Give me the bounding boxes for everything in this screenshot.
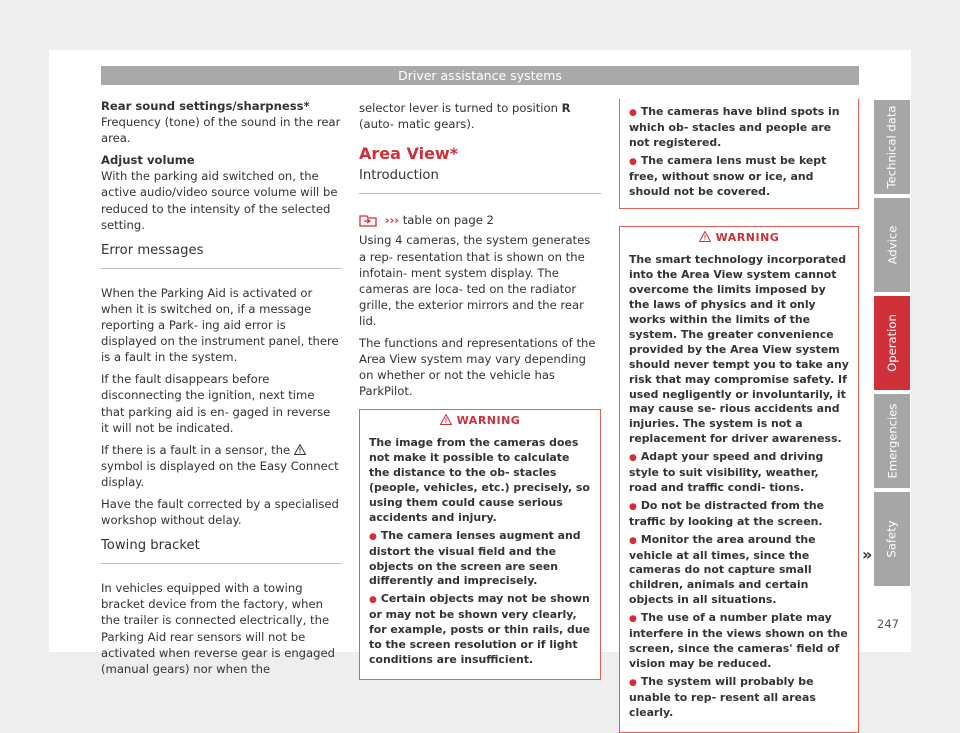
warning-continued-box	[619, 99, 859, 209]
warning-bullet: ● The use of a number plate may interfere in the views shown on the screen, since the cameras' field of vision may be reduced.	[629, 611, 849, 672]
error-p3-end: symbol is displayed on the Easy Connect display.	[101, 458, 339, 489]
warning-label: WARNING	[715, 231, 780, 245]
page-number: 247	[877, 617, 899, 631]
error-messages-heading: Error messages	[101, 243, 341, 269]
warning-bullet: ● Certain objects may not be shown or may not be shown very clearly, for example, posts or thin rails, due to the screen resolution or if light conditions are insufficient.	[369, 592, 591, 668]
book-reference-icon	[359, 214, 377, 227]
warning-bullet: ● Adapt your speed and driving style to suit visibility, weather, road and traffic condi- tions.	[629, 450, 849, 496]
table-reference[interactable]	[359, 212, 601, 228]
towing-text: In vehicles equipped with a towing bracket device from the factory, when the trailer is connected electrically, the Parking Aid rear sensors will not be activated when reverse gear is engaged (manual gears) nor when the	[101, 581, 335, 676]
error-p3-start: If there is a fault in a sensor, the	[101, 442, 291, 457]
warning-bullet: ● The camera lenses augment and distort the visual field and the objects on the screen are seen differently and imprecisely.	[369, 529, 591, 590]
warning-header	[360, 410, 600, 433]
continued-text-b: (auto- matic gears).	[359, 117, 475, 132]
warning-bullet: ● The cameras have blind spots in which ob- stacles and people are not registered.	[629, 105, 849, 151]
warning-triangle-icon	[699, 231, 711, 242]
adjust-volume-title: Adjust volume	[101, 153, 195, 168]
warning-triangle-icon	[294, 444, 306, 455]
area-view-title: Area View*	[359, 144, 459, 164]
tab-operation[interactable]	[874, 296, 910, 390]
tab-label: Emergencies	[885, 403, 899, 479]
continued-text	[359, 100, 601, 132]
towing-heading: Towing bracket	[101, 538, 341, 564]
warning-header	[620, 227, 858, 250]
column-2	[359, 100, 601, 680]
tab-label: Operation	[885, 314, 900, 372]
introduction-heading: Introduction	[359, 168, 601, 194]
tab-safety[interactable]	[874, 492, 910, 586]
reference-arrows: ›››	[384, 213, 400, 228]
continue-arrows: »	[862, 545, 873, 564]
rear-sound-text: Frequency (tone) of the sound in the rear area.	[101, 115, 341, 146]
tab-label: Technical data	[885, 105, 900, 189]
warning-body	[620, 250, 858, 731]
error-paragraph-1: When the Parking Aid is activated or when it is switched on, if a message reporting a Park- ing aid error is displayed on the instrument panel, there is a fault in the system.	[101, 285, 339, 365]
error-paragraph-3	[101, 442, 341, 490]
warning-bullet: ● The system will probably be unable to rep- resent all areas clearly.	[629, 675, 849, 721]
intro-paragraph-2: The functions and representations of the Area View system may vary depending on whether or not the vehicle has ParkPilot.	[359, 336, 596, 399]
position-r: R	[561, 101, 571, 115]
tab-advice[interactable]	[874, 198, 910, 292]
warning-box-1	[359, 409, 601, 680]
adjust-volume-text: With the parking aid switched on, the active audio/video source volume will be reduced to the intensity of the selected setting.	[101, 169, 338, 232]
tab-label: Advice	[885, 225, 899, 265]
column-3	[619, 99, 859, 733]
warning-bullet: ● Monitor the area around the vehicle at all times, since the cameras do not capture small children, animals and certain objects in all situations.	[629, 533, 849, 609]
warning-bullet: ● Do not be distracted from the traffic by looking at the screen.	[629, 499, 849, 530]
error-paragraph-4: Have the fault corrected by a specialised workshop without delay.	[101, 496, 339, 528]
warning-text: The image from the cameras does not make it possible to calculate the distance to the ob- stacles (people, vehicles, etc.) precisely, so using them could cause serious accidents and injury.	[369, 436, 590, 524]
warning-box-2	[619, 226, 859, 732]
warning-text: The smart technology incorporated into the Area View system cannot overcome the limits imposed by the laws of physics and it only works within the limits of the system. The greater convenience provided by the Area View system should never tempt you to take any risk that may compromise safety. If used negligently or involuntarily, it may cause se- rious accidents and injuries. The system is not a replacement for driver awareness.	[629, 253, 849, 446]
rear-sound-title: Rear sound settings/sharpness*	[101, 99, 310, 113]
warning-body	[360, 433, 600, 679]
tab-emergencies[interactable]	[874, 394, 910, 488]
error-paragraph-2: If the fault disappears before disconnecting the ignition, next time that parking aid is en- gaged in reverse it will not be indicated.	[101, 372, 331, 435]
reference-text: table on page 2	[402, 213, 494, 228]
warning-triangle-icon	[440, 414, 452, 425]
warning-label: WARNING	[456, 414, 521, 428]
warning-bullet: ● The camera lens must be kept free, without snow or ice, and should not be covered.	[629, 154, 849, 200]
column-1	[101, 98, 341, 683]
section-header: Driver assistance systems	[101, 66, 859, 85]
tab-technical-data[interactable]	[874, 100, 910, 194]
tab-label: Safety	[885, 520, 899, 558]
intro-paragraph-1: Using 4 cameras, the system generates a rep- resentation that is shown on the infotain- ment system display. The cameras are loca- ted on the radiator grille, the exterior mirrors and the rear lid.	[359, 233, 591, 328]
continued-text-a: selector lever is turned to position	[359, 101, 558, 115]
